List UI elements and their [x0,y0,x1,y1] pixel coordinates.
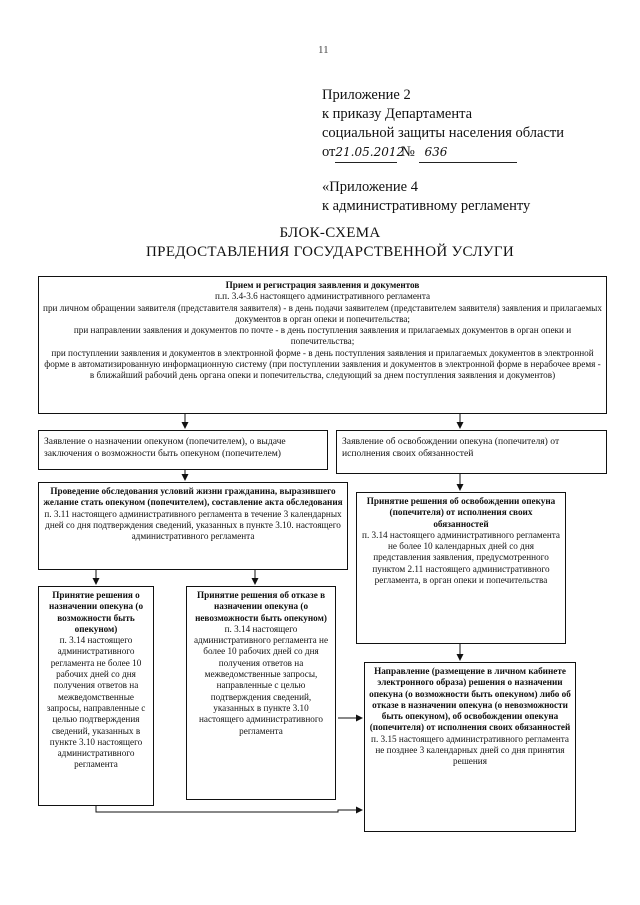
box-decision-appoint [38,586,154,806]
reception-text-personal: при личном обращении заявителя (представителя заявителя) - в день подачи заявителем (представителем заявителя) заявления и прилагаемых документов в орган опеки и попечительства; [43,302,602,324]
connector-appoint-to-sending [96,806,362,812]
order-number-label: № [401,144,415,160]
title-line1: БЛОК-СХЕМА [279,225,381,241]
box-application-release [336,430,607,474]
box-decision-release [356,492,566,644]
decision-refuse-text: п. 3.14 настоящего административного регламента не более 10 рабочих дней со дня получения ответов на межведомственные запросы, направленные с целью подтверждения сведений, указанных в пункте 3.10 настоящего административного регламента [193,623,329,736]
order-date-prefix: от [322,144,336,160]
application-release-text: Заявление об освобождении опекуна (попечителя) от исполнения своих обязанностей [342,436,560,459]
reception-ref: п.п. 3.4-3.6 настоящего административного регламента [214,291,431,302]
box-inspection [38,482,348,570]
box-application-appoint [38,430,328,470]
inspection-title: Проведение обследования условий жизни гражданина, выразившего желание стать опекуном (попечителем), составление акта обследования [43,486,343,508]
reception-text-mail: при направлении заявления и документов по почте - в день поступления заявления и прилагаемых документов в орган опеки и попечительства; [73,325,572,347]
appendix2-title: Приложение 2 [322,87,411,103]
inspection-text: п. 3.11 настоящего административного регламента в течение 3 календарных дней со дня подтверждения сведений, указанных в пункте 3.10. настоящего административного регламента [44,508,342,542]
appendix4-title: «Приложение 4 [322,179,418,195]
decision-release-text: п. 3.14 настоящего административного регламента не более 10 календарных дней со дня представления заявления, предусмотренного пунктом 2.11 настоящего административного регламента, в орган опеки и попечительства [362,529,560,586]
sending-text: п. 3.15 настоящего административного регламента не позднее 3 календарных дней со дня принятия решения [371,733,569,767]
order-number-handwritten: 636 [419,143,517,163]
sending-title: Направление (размещение в личном кабинете электронного образа) решения о назначении опекуна (о возможности быть опекуном) либо об отказе в назначении опекуна (о невозможности быть опекуном), об освобождении опекуна (попечителя) от исполнения своих обязанностей [369,666,571,733]
order-date-line [322,143,592,163]
page-title [120,224,540,262]
reception-title: Прием и регистрация заявления и документов [225,280,420,290]
decision-appoint-title: Принятие решения о назначении опекуна (о возможности быть опекуном) [48,590,144,634]
order-date-handwritten: 21.05.2012 [335,143,397,163]
decision-release-title: Принятие решения об освобождении опекуна (попечителя) от исполнения своих обязанностей [366,496,556,529]
box-reception [38,276,607,414]
appendix2-header [322,86,592,163]
appendix2-department: социальной защиты населения области [322,125,565,141]
title-line2: ПРЕДОСТАВЛЕНИЯ ГОСУДАРСТВЕННОЙ УСЛУГИ [146,244,514,260]
box-decision-refuse [186,586,336,800]
decision-refuse-title: Принятие решения об отказе в назначении опекуна (о невозможности быть опекуном) [195,590,327,623]
reception-text-electronic: при поступлении заявления и документов в электронной форме - в день поступления заявления и прилагаемых документов в электронной форме в автоматизированную информационную систему (при поступлении заявления и документов в электронной форме в нерабочее время - в ближайший рабочий день органа опеки и попечительства, следующий за днем поступления заявления и документов) [44,347,601,381]
box-sending [364,662,576,832]
appendix2-to-order: к приказу Департамента [322,106,473,122]
appendix4-header [322,178,592,216]
decision-appoint-text: п. 3.14 настоящего административного регламента не более 10 рабочих дней со дня получения ответов на межведомственные запросы, направленные с целью подтверждения сведений, указанных в пункте 3.10 настоящего административного регламента [46,635,146,770]
appendix4-to-regulation: к административному регламенту [322,198,531,214]
page-number: 11 [318,44,329,56]
application-appoint-text: Заявление о назначении опекуном (попечителем), о выдаче заключения о возможности быть опекуном (попечителем) [44,436,286,459]
